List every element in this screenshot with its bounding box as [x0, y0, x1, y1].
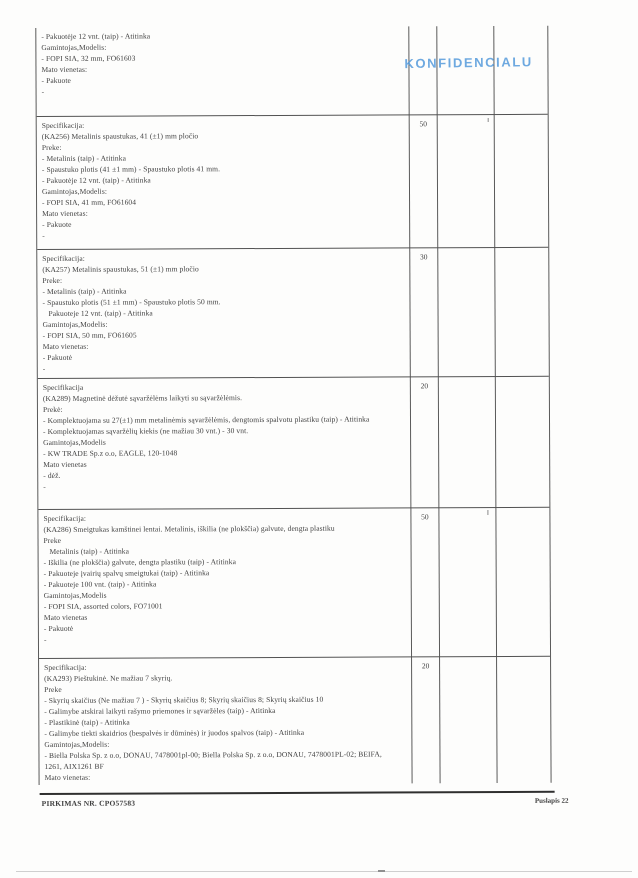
- spec-line: Gamintojas,Modelis:: [42, 319, 108, 329]
- spec-line: Mato vienetas: [43, 459, 87, 469]
- spec-line: - Pakuote: [41, 75, 71, 85]
- spec-line: - Komplektuojama su 27(±1) mm metalinėmis sąvaržėlėmis, dengtomis spalvotu plastiku (taip) - Atitinka: [42, 414, 370, 425]
- spec-line: - Metalinis (taip) - Atitinka: [42, 286, 127, 296]
- spec-text-cell: [37, 248, 409, 374]
- scan-bottom-tick: [378, 870, 385, 872]
- scan-artifact: [487, 510, 488, 515]
- spec-line: (KA256) Metalinis spaustukas, 41 (±1) mm pločio: [41, 131, 199, 141]
- spec-line: Gamintojas,Modelis:: [41, 186, 108, 196]
- spec-line: - Pakuoteje 100 vnt. (taip) - Atitinka: [43, 579, 157, 589]
- spec-line: - FOPI SIA, 32 mm, FO61603: [41, 53, 136, 63]
- table-row: [38, 508, 550, 659]
- spec-line: Mato vienetas:: [41, 64, 88, 74]
- scan-artifact: [488, 118, 489, 122]
- spec-text-cell: [37, 115, 409, 241]
- confidential-stamp: KONFIDENCIALU: [404, 54, 533, 72]
- spec-line: - Galimybe tiekti skaidrios (bespalvės ir dūminės) ir juodos spalvos (taip) - Atitinka: [44, 727, 305, 738]
- spec-line: Metalinis (taip) - Atitinka: [43, 546, 130, 556]
- spec-line: - FOPI SIA, 50 mm, FO61605: [42, 330, 137, 340]
- footer-procurement-number: PIRKIMAS NR. CPO57583: [41, 798, 136, 808]
- spec-text-cell: [38, 377, 409, 492]
- scan-bottom-edge: [16, 871, 632, 872]
- spec-line: - Pakuotėje 12 vnt. (taip) - Atitinka: [41, 31, 151, 41]
- spec-line: -: [43, 481, 46, 491]
- spec-line: - Pakuotėje 12 vnt. (taip) - Atitinka: [41, 175, 151, 185]
- table-row: [39, 657, 551, 785]
- spec-line: Mato vienetas:: [44, 772, 91, 782]
- spec-table: [35, 26, 551, 785]
- spec-line: Pakuoteje 12 vnt. (taip) - Atitinka: [42, 308, 153, 318]
- spec-line: - FOPI SIA, assorted colors, FO71001: [43, 601, 163, 611]
- spec-line: - Biella Polska Sp. z o.o, DONAU, 7478001pl-00; Biella Polska Sp. z o.o, DONAU, 7478001PL-02; BEIFA,: [44, 749, 382, 760]
- footer-page-number: Puslapis 22: [534, 796, 569, 805]
- spec-line: Preke: [44, 684, 62, 694]
- spec-line: Specifikacija: [42, 382, 84, 392]
- spec-line: Gamintojas,Modelis: [43, 437, 106, 447]
- spec-line: Mato vienetas:: [42, 341, 89, 351]
- spec-line: Prekė:: [42, 404, 63, 414]
- spec-line: Gamintojas,Modelis:: [44, 739, 110, 749]
- spec-line: Specifikacija:: [42, 253, 85, 263]
- spec-line: - dėž.: [43, 470, 61, 480]
- spec-line: - Spaustuko plotis (41 ±1 mm) - Spaustuko plotis 41 mm.: [41, 164, 221, 174]
- spec-line: Mato vienetas:: [42, 208, 88, 218]
- spec-line: - FOPI SIA, 41 mm, FO61604: [42, 197, 137, 207]
- spec-line: - Pakuotė: [43, 623, 74, 633]
- spec-line: Gamintojas,Modelis: [43, 590, 107, 600]
- spec-line: - Komplektuojamas sąvaržėlių kiekis (ne mažiau 30 vnt.) - 30 vnt.: [43, 426, 249, 436]
- table-row: [38, 377, 550, 510]
- spec-line: -: [43, 634, 47, 644]
- spec-line: - Skyrių skaičius (Ne mažiau 7 ) - Skyrių skaičius 8; Skyrių skaičius 8; Skyrių skaičius 10: [44, 694, 324, 705]
- quantity-value: 50: [419, 119, 427, 129]
- spec-line: - Galimybe atskirai laikyti rašymo priemones ir sąvaržėles (taip) - Atitinka: [44, 705, 276, 716]
- table-row: [37, 248, 549, 379]
- spec-line: - Iškilia (ne plokščia) galvute, dengta plastiku (taip) - Atitinka: [43, 557, 237, 567]
- spec-line: Preke: [43, 535, 62, 545]
- spec-line: - Pakuotė: [42, 352, 73, 362]
- spec-line: Preke:: [42, 275, 63, 285]
- spec-line: Specifikacija:: [41, 120, 85, 130]
- spec-line: - Pakuoteje įvairių spalvų smeigtukai (taip) - Atitinka: [43, 568, 210, 578]
- spec-line: Gamintojas,Modelis:: [41, 42, 107, 52]
- spec-line: Preke:: [41, 142, 62, 152]
- spec-line: Specifikacija:: [43, 513, 87, 523]
- spec-line: -: [42, 230, 45, 240]
- footer-rule: [40, 791, 555, 795]
- spec-text-cell: [39, 657, 411, 783]
- spec-line: (KA257) Metalinis spaustukas, 51 (±1) mm pločio: [42, 264, 199, 274]
- quantity-value: 30: [420, 252, 428, 262]
- spec-text-cell: [36, 26, 407, 97]
- spec-line: (KA289) Magnetinė dėžutė sąvaržėlėms laikyti su sąvaržėlėmis.: [42, 393, 243, 403]
- spec-line: -: [42, 363, 46, 373]
- table-row: [37, 115, 549, 250]
- spec-line: - Spaustuko plotis (51 ±1 mm) - Spaustuko plotis 50 mm.: [42, 297, 221, 307]
- spec-line: - Plastikinė (taip) - Atitinka: [44, 717, 130, 727]
- spec-line: 1261, AIX1261 BF: [44, 761, 104, 771]
- spec-text-cell: [38, 508, 410, 645]
- quantity-value: 20: [421, 661, 430, 671]
- spec-line: - KW TRADE Sp.z o.o, EAGLE, 120-1048: [43, 448, 178, 458]
- quantity-value: 50: [421, 512, 429, 522]
- spec-line: Specifikacija:: [44, 662, 87, 672]
- spec-line: - Metalinis (taip) - Atitinka: [41, 153, 127, 163]
- spec-line: Mato vienetas: [43, 612, 88, 622]
- spec-line: (KA286) Smeigtukas kamštinei lentai. Metalinis, iškilia (ne plokščia) galvute, dengta plastiku: [43, 523, 335, 534]
- spec-line: -: [41, 86, 45, 96]
- table-row: [36, 26, 547, 117]
- spec-line: - Pakuote: [42, 219, 72, 229]
- quantity-value: 20: [420, 381, 429, 391]
- spec-line: (KA293) Pieštukinė. Ne mažiau 7 skyrių.: [44, 673, 173, 683]
